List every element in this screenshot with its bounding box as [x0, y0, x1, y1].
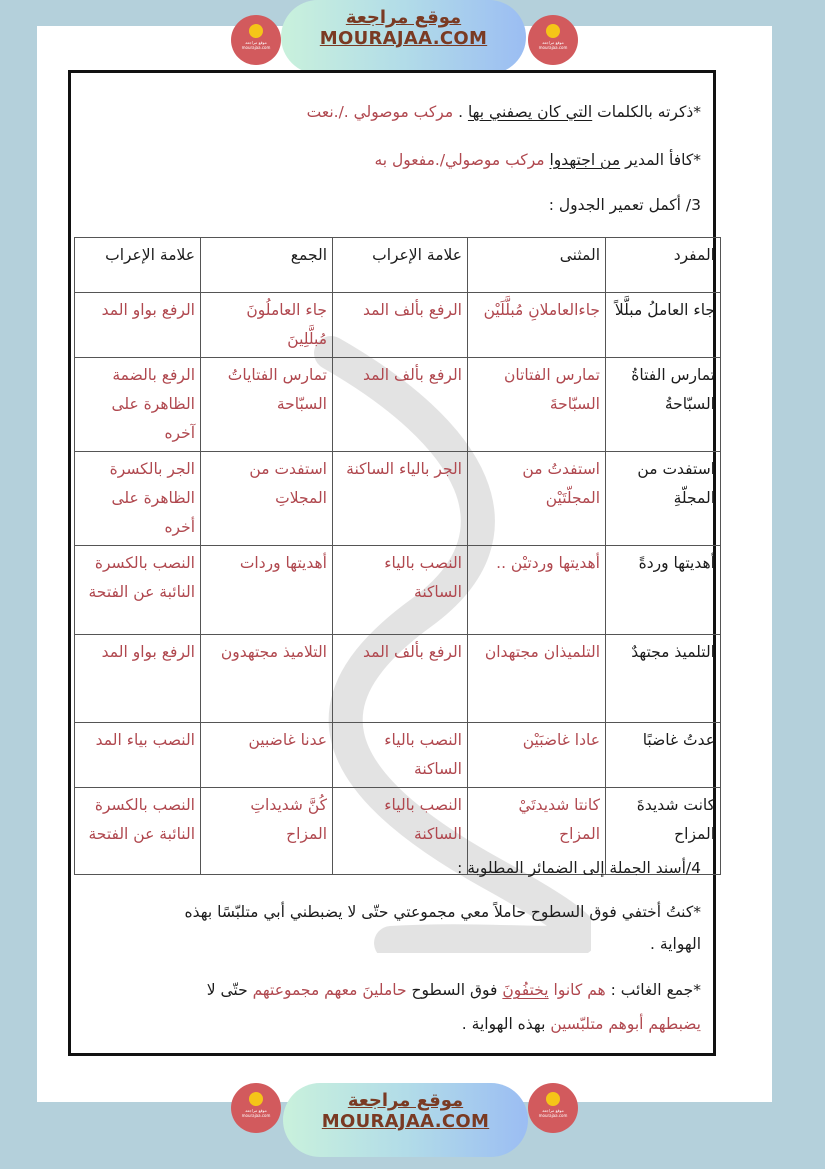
table-row: [75, 293, 721, 358]
cell-dual-sign: النصب بالياء الساكنة: [333, 723, 468, 788]
banner-arabic: موقع مراجعة: [347, 1090, 464, 1111]
cell-plural-sign: الرفع بالضمة الظاهرة على آخره: [75, 358, 201, 452]
cell-plural-sign: النصب بالكسرة النائبة عن الفتحة: [75, 546, 201, 635]
table-row: [75, 546, 721, 635]
answer-text: مركب موصولي ./.نعت: [306, 103, 454, 121]
cell-plural-sign: الرفع بواو المد: [75, 293, 201, 358]
answer-label: *جمع الغائب :: [605, 981, 701, 999]
table-row: [75, 358, 721, 452]
cell-singular: أهديتها وردةً: [606, 546, 721, 635]
logo-badge-top-right: [528, 15, 578, 65]
cell-singular: كانت شديدةَ المزاح: [606, 788, 721, 875]
banner-latin: MOURAJAA.COM: [321, 1111, 490, 1132]
badge-text-en: mourajaa.com: [538, 45, 568, 50]
cell-dual: استفدتُ من المجلّتَيْن: [468, 452, 606, 546]
answer-line-1: *جمع الغائب : هم كانوا يختفُونَ فوق السطوح حاملينَ معهم مجموعتهم حتّى لا: [206, 981, 701, 999]
logo-icon: [249, 24, 263, 38]
cell-plural: استفدت من المجلاتِ: [201, 452, 333, 546]
cell-dual: تمارس الفتاتان السبّاحةَ: [468, 358, 606, 452]
cell-dual-sign: الرفع بألف المد: [333, 358, 468, 452]
header-dual-sign: علامة الإعراب: [333, 238, 468, 293]
intro-line-2: *كافأ المدير من اجتهدوا مركب موصولي/.مفعول به: [374, 151, 701, 169]
badge-text-en: mourajaa.com: [241, 1113, 271, 1118]
cell-dual-sign: الجر بالياء الساكنة: [333, 452, 468, 546]
badge-text-ar: موقع مراجعة: [542, 40, 564, 45]
worksheet-box: [68, 70, 716, 1056]
question-4-sentence-cont: الهواية .: [650, 935, 701, 953]
question-3-title: 3/ أكمل تعمير الجدول :: [548, 196, 701, 214]
logo-icon: [546, 1092, 560, 1106]
table-row: [75, 723, 721, 788]
cell-dual: عادا غاضبَيْن: [468, 723, 606, 788]
intro-line-1: *ذكرته بالكلمات التي كان يصفني بها . مركب موصولي ./.نعت: [306, 103, 701, 121]
cell-plural: عدنا غاضبين: [201, 723, 333, 788]
badge-text-ar: موقع مراجعة: [245, 40, 267, 45]
question-4-title: 4/أسند الجملة إلى الضمائر المطلوبة :: [457, 859, 701, 877]
site-banner-bottom[interactable]: [283, 1083, 528, 1157]
header-singular: المفرد: [606, 238, 721, 293]
badge-text-ar: موقع مراجعة: [542, 1108, 564, 1113]
declension-table: [74, 237, 721, 875]
cell-plural-sign: النصب بالكسرة النائبة عن الفتحة: [75, 788, 201, 875]
table-row: [75, 635, 721, 723]
cell-plural: جاء العاملُونَ مُبلَّلِينَ: [201, 293, 333, 358]
cell-plural: تمارس الفتاياتُ السبّاحة: [201, 358, 333, 452]
cell-dual: التلميذان مجتهدان: [468, 635, 606, 723]
badge-text-en: mourajaa.com: [538, 1113, 568, 1118]
cell-plural: أهديتها وردات: [201, 546, 333, 635]
cell-plural-sign: الجر بالكسرة الظاهرة على أخره: [75, 452, 201, 546]
cell-dual: كانتا شديدتَيْ المزاح: [468, 788, 606, 875]
cell-singular: تمارس الفتاةُ السبّاحةُ: [606, 358, 721, 452]
answer-line-2: يضبطهم أبوهم متلبّسين بهذه الهواية .: [461, 1015, 701, 1033]
header-plural: الجمع: [201, 238, 333, 293]
cell-plural-sign: النصب بياء المد: [75, 723, 201, 788]
header-plural-sign: علامة الإعراب: [75, 238, 201, 293]
banner-arabic: موقع مراجعة: [345, 7, 462, 28]
cell-dual: أهديتها وردتيْن ..: [468, 546, 606, 635]
answer-text: مركب موصولي/.مفعول به: [374, 151, 545, 169]
header-dual: المثنى: [468, 238, 606, 293]
cell-singular: عدتُ غاضبًا: [606, 723, 721, 788]
table-header-row: [75, 238, 721, 293]
cell-dual-sign: النصب بالياء الساكنة: [333, 788, 468, 875]
site-banner-top[interactable]: [281, 0, 526, 74]
cell-dual: جاءالعاملانِ مُبلَّلَيْن: [468, 293, 606, 358]
question-4-sentence: *كنتُ أختفي فوق السطوح حاملاً معي مجموعتي حتّى لا يضبطني أبي متلبّسًا بهذه: [184, 903, 701, 921]
cell-dual-sign: الرفع بألف المد: [333, 293, 468, 358]
logo-badge-bottom-right: [528, 1083, 578, 1133]
logo-badge-bottom-left: [231, 1083, 281, 1133]
cell-dual-sign: الرفع بألف المد: [333, 635, 468, 723]
badge-text-en: mourajaa.com: [241, 45, 271, 50]
cell-singular: التلميذ مجتهدٌ: [606, 635, 721, 723]
banner-latin: MOURAJAA.COM: [319, 28, 488, 49]
cell-plural-sign: الرفع بواو المد: [75, 635, 201, 723]
cell-singular: جاء العاملُ مبلَّلاً: [606, 293, 721, 358]
cell-singular: استفدت من المجلّةِ: [606, 452, 721, 546]
table-row: [75, 452, 721, 546]
logo-icon: [249, 1092, 263, 1106]
cell-plural: كُنَّ شديداتِ المزاح: [201, 788, 333, 875]
logo-badge-top-left: [231, 15, 281, 65]
badge-text-ar: موقع مراجعة: [245, 1108, 267, 1113]
cell-dual-sign: النصب بالياء الساكنة: [333, 546, 468, 635]
logo-icon: [546, 24, 560, 38]
cell-plural: التلاميذ مجتهدون: [201, 635, 333, 723]
